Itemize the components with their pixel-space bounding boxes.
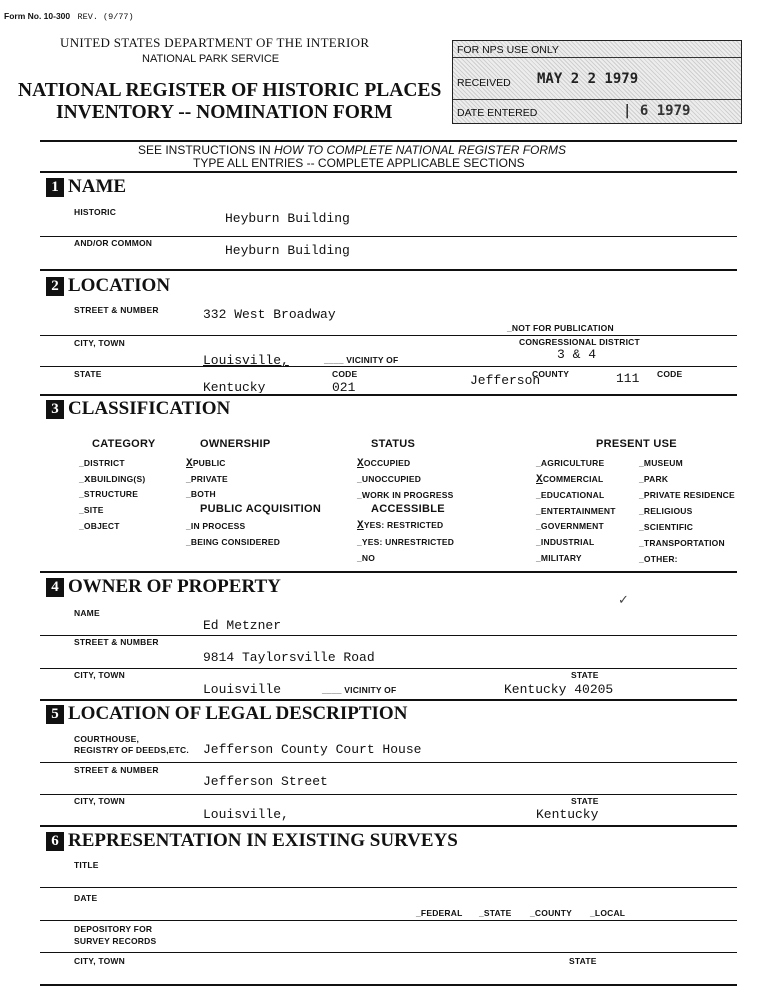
- section-number-4: 4: [46, 578, 64, 597]
- use-entertainment[interactable]: _ENTERTAINMENT: [536, 506, 616, 516]
- ownership-both[interactable]: _BOTH: [186, 489, 216, 499]
- category-buildings[interactable]: _xBUILDING(S): [79, 474, 146, 486]
- form-rev: REV. (9/77): [77, 12, 134, 22]
- owner-street-label: STREET & NUMBER: [74, 637, 159, 647]
- street-number-value[interactable]: 332 West Broadway: [203, 307, 336, 322]
- congressional-district-value[interactable]: 3 & 4: [557, 347, 597, 362]
- instructions-italic: HOW TO COMPLETE NATIONAL REGISTER FORMS: [274, 143, 567, 157]
- state-label: STATE: [74, 369, 102, 379]
- use-park[interactable]: _PARK: [639, 474, 669, 484]
- state-value[interactable]: Kentucky: [203, 380, 266, 393]
- use-religious[interactable]: _RELIGIOUS: [639, 506, 693, 516]
- use-museum[interactable]: _MUSEUM: [639, 458, 683, 468]
- vicinity-text: VICINITY OF: [346, 355, 399, 365]
- vicinity-label: ____ VICINITY OF: [324, 355, 399, 365]
- section-title-location: LOCATION: [68, 275, 171, 296]
- nps-label: FOR NPS USE ONLY: [457, 44, 559, 56]
- date-entered-label: DATE ENTERED: [457, 107, 538, 119]
- instructions-line1: [138, 143, 566, 157]
- section-legal-heading: [46, 703, 407, 725]
- city-town-value[interactable]: Louisville,: [203, 353, 289, 368]
- city-town-label: CITY, TOWN: [74, 338, 125, 348]
- section-name-heading: [46, 176, 126, 198]
- ownership-private[interactable]: _PRIVATE: [186, 474, 228, 484]
- owner-city-value[interactable]: Louisville: [203, 682, 282, 697]
- date-entered-stamp: | 6 1979: [623, 103, 691, 119]
- owner-city-label: CITY, TOWN: [74, 670, 125, 680]
- section-number-5: 5: [46, 705, 64, 724]
- form-title-line1: NATIONAL REGISTER OF HISTORIC PLACES: [18, 80, 442, 101]
- public-acquisition-heading: PUBLIC ACQUISITION: [200, 503, 322, 515]
- buildings-mark: x: [83, 474, 91, 486]
- restricted-mark: X: [357, 520, 364, 532]
- owner-street-value[interactable]: 9814 Taylorsville Road: [203, 650, 375, 665]
- accessible-heading: ACCESSIBLE: [371, 503, 445, 515]
- use-agriculture[interactable]: _AGRICULTURE: [536, 458, 605, 468]
- use-scientific[interactable]: _SCIENTIFIC: [639, 522, 694, 532]
- use-government[interactable]: _GOVERNMENT: [536, 521, 604, 531]
- legal-state-label: STATE: [571, 796, 599, 806]
- accessible-restricted-text: YES: RESTRICTED: [363, 520, 444, 530]
- category-site[interactable]: _SITE: [79, 505, 104, 515]
- commercial-mark: X: [536, 474, 543, 486]
- use-military[interactable]: _MILITARY: [536, 553, 582, 563]
- accessible-no[interactable]: _NO: [357, 553, 376, 563]
- owner-state-label: STATE: [571, 670, 599, 680]
- ownership-public[interactable]: [186, 458, 226, 470]
- acquisition-being-considered[interactable]: _BEING CONSIDERED: [186, 537, 281, 547]
- owner-vicinity-text: VICINITY OF: [344, 685, 397, 695]
- category-district[interactable]: _DISTRICT: [79, 458, 125, 468]
- historic-value[interactable]: Heyburn Building: [225, 211, 350, 226]
- section-number-2: 2: [46, 277, 64, 296]
- common-name-value[interactable]: Heyburn Building: [225, 243, 350, 258]
- not-for-publication-label: _NOT FOR PUBLICATION: [507, 323, 614, 333]
- section-number-6: 6: [46, 832, 64, 851]
- owner-name-label: NAME: [74, 608, 100, 618]
- department-name: UNITED STATES DEPARTMENT OF THE INTERIOR: [60, 35, 370, 50]
- legal-state-value[interactable]: Kentucky: [536, 807, 599, 822]
- ownership-heading: OWNERSHIP: [200, 438, 271, 450]
- instructions-prefix: SEE INSTRUCTIONS IN: [138, 143, 275, 157]
- nps-use-only-box: [452, 40, 742, 124]
- street-number-label: STREET & NUMBER: [74, 305, 159, 315]
- section-number-3: 3: [46, 400, 64, 419]
- form-no: Form No. 10-300: [4, 11, 71, 21]
- status-unoccupied[interactable]: _UNOCCUPIED: [357, 474, 422, 484]
- status-occupied-text: OCCUPIED: [363, 458, 411, 468]
- section-title-classification: CLASSIFICATION: [68, 398, 231, 419]
- use-industrial[interactable]: _INDUSTRIAL: [536, 537, 595, 547]
- survey-state-label: STATE: [569, 956, 597, 966]
- section-owner-heading: [46, 576, 281, 598]
- legal-city-value[interactable]: Louisville,: [203, 807, 289, 822]
- service-name: NATIONAL PARK SERVICE: [142, 53, 280, 65]
- section-title-legal: LOCATION OF LEGAL DESCRIPTION: [68, 703, 408, 724]
- ownership-public-text: PUBLIC: [192, 458, 226, 468]
- section-title-name: NAME: [68, 176, 127, 197]
- courthouse-value[interactable]: Jefferson County Court House: [203, 742, 422, 757]
- category-heading: CATEGORY: [92, 438, 156, 450]
- form-number: [4, 11, 134, 22]
- county-value[interactable]: Jefferson: [470, 373, 541, 388]
- category-structure[interactable]: _STRUCTURE: [79, 489, 139, 499]
- county-label: COUNTY: [532, 369, 570, 379]
- status-work-in-progress[interactable]: _WORK IN PROGRESS: [357, 490, 454, 500]
- occupied-mark: X: [357, 458, 364, 470]
- received-label: RECEIVED: [457, 77, 511, 89]
- depository-label-line2: SURVEY RECORDS: [74, 936, 157, 946]
- use-transportation[interactable]: _TRANSPORTATION: [639, 538, 725, 548]
- use-commercial[interactable]: [536, 474, 603, 486]
- section-location-heading: [46, 275, 170, 297]
- section-surveys-heading: [46, 830, 458, 852]
- survey-title-label: TITLE: [74, 860, 99, 870]
- survey-state[interactable]: _STATE: [479, 908, 512, 918]
- congressional-district-label: CONGRESSIONAL DISTRICT: [519, 337, 640, 347]
- courthouse-label-line2: REGISTRY OF DEEDS,ETC.: [74, 745, 189, 755]
- check-mark: ✓: [618, 592, 629, 607]
- owner-vicinity-label: ____ VICINITY OF: [322, 685, 397, 695]
- section-number-1: 1: [46, 178, 64, 197]
- public-mark: X: [186, 458, 193, 470]
- acquisition-in-process[interactable]: _IN PROCESS: [186, 521, 246, 531]
- section-classification-heading: [46, 398, 230, 420]
- category-object[interactable]: _OBJECT: [79, 521, 120, 531]
- form-title-line2: INVENTORY -- NOMINATION FORM: [56, 102, 393, 123]
- section-title-owner: OWNER OF PROPERTY: [68, 576, 281, 597]
- use-educational[interactable]: _EDUCATIONAL: [536, 490, 605, 500]
- status-occupied[interactable]: [357, 458, 410, 470]
- state-code-value[interactable]: 021: [332, 380, 356, 393]
- accessible-unrestricted[interactable]: _YES: UNRESTRICTED: [357, 537, 455, 547]
- survey-local[interactable]: _LOCAL: [590, 908, 626, 918]
- use-other[interactable]: _OTHER:: [639, 554, 678, 564]
- code-label: CODE: [332, 369, 358, 379]
- accessible-restricted[interactable]: [357, 520, 443, 532]
- owner-name-value[interactable]: Ed Metzner: [203, 618, 282, 633]
- survey-city-label: CITY, TOWN: [74, 956, 125, 966]
- use-commercial-text: COMMERCIAL: [542, 474, 604, 484]
- use-private-residence[interactable]: _PRIVATE RESIDENCE: [639, 490, 735, 500]
- county-code-value[interactable]: 111: [616, 371, 640, 386]
- present-use-heading: PRESENT USE: [596, 438, 677, 450]
- survey-county[interactable]: _COUNTY: [530, 908, 573, 918]
- survey-date-label: DATE: [74, 893, 98, 903]
- common-name-label: AND/OR COMMON: [74, 238, 153, 248]
- legal-city-label: CITY, TOWN: [74, 796, 125, 806]
- depository-label-line1: DEPOSITORY FOR: [74, 924, 153, 934]
- survey-federal[interactable]: _FEDERAL: [416, 908, 463, 918]
- courthouse-label-line1: COURTHOUSE,: [74, 734, 140, 744]
- legal-street-label: STREET & NUMBER: [74, 765, 159, 775]
- historic-label: HISTORIC: [74, 207, 117, 217]
- legal-street-value[interactable]: Jefferson Street: [203, 774, 328, 789]
- section-title-surveys: REPRESENTATION IN EXISTING SURVEYS: [68, 830, 458, 851]
- instructions-line2: TYPE ALL ENTRIES -- COMPLETE APPLICABLE SECTIONS: [193, 156, 525, 170]
- category-buildings-text: BUILDING(S): [90, 474, 146, 484]
- owner-state-value[interactable]: Kentucky 40205: [504, 682, 614, 697]
- received-stamp: MAY 2 2 1979: [537, 71, 639, 87]
- county-code-label: CODE: [657, 369, 683, 379]
- status-heading: STATUS: [371, 438, 416, 450]
